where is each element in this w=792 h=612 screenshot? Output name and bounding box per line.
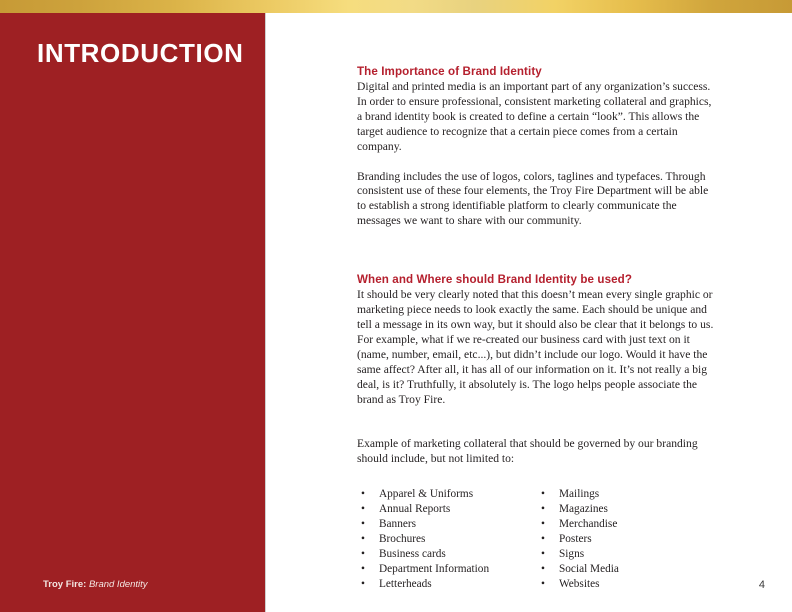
section-when-where — [357, 272, 717, 467]
section-heading: The Importance of Brand Identity — [357, 65, 542, 78]
list-item — [537, 547, 717, 562]
footer-book-title: Brand Identity — [88, 579, 148, 590]
bullet-icon: • — [541, 577, 545, 590]
panel-divider-line — [265, 13, 266, 612]
main-content-column — [357, 64, 717, 592]
page-number: 4 — [758, 579, 765, 591]
list-item — [357, 562, 537, 577]
bullet-icon: • — [361, 518, 365, 531]
list-left — [357, 487, 537, 591]
bullet-icon: • — [361, 562, 365, 575]
bullet-icon: • — [541, 562, 545, 575]
list-item — [537, 517, 717, 532]
bullet-icon: • — [361, 577, 365, 590]
list-item-label: Banners — [379, 518, 417, 531]
list-item-label: Posters — [559, 532, 592, 545]
bullet-icon: • — [541, 518, 545, 531]
list-item-label: Brochures — [379, 532, 426, 545]
section-importance — [357, 64, 717, 229]
list-item — [537, 562, 717, 577]
list-item — [357, 532, 537, 547]
bullet-icon: • — [361, 547, 365, 560]
bullet-icon: • — [541, 488, 545, 501]
list-item-label: Websites — [559, 577, 600, 590]
list-item — [357, 547, 537, 562]
top-gold-gradient-bar — [0, 0, 792, 13]
page-title: INTRODUCTION — [37, 38, 244, 68]
list-right — [537, 487, 717, 591]
bullet-icon: • — [541, 503, 545, 516]
list-item — [357, 502, 537, 517]
list-item — [357, 577, 537, 592]
list-item — [537, 577, 717, 592]
bullet-icon: • — [541, 532, 545, 545]
collateral-list — [357, 487, 717, 591]
list-item-label: Annual Reports — [379, 503, 451, 516]
footer-brand-name: Troy Fire: — [43, 579, 87, 590]
list-item-label: Magazines — [559, 503, 608, 516]
list-item — [357, 487, 537, 502]
collateral-list-column-right — [537, 487, 717, 591]
list-item-label: Department Information — [379, 562, 490, 575]
list-item-label: Letterheads — [379, 577, 432, 590]
list-item — [537, 502, 717, 517]
bullet-icon: • — [541, 547, 545, 560]
footer-brand-line — [43, 579, 148, 591]
section-paragraph: Branding includes the use of logos, colors, taglines and typefaces. Through consistent use of these four elements, the Troy Fire Department will be able to establish a strong identifiable platform to clearly communicate the messages we want to share with our community. — [357, 169, 709, 228]
list-item-label: Mailings — [559, 488, 600, 501]
list-item-label: Signs — [559, 547, 585, 560]
list-lead-in-paragraph: Example of marketing collateral that should be governed by our branding should include, but not limited to: — [357, 437, 698, 466]
bullet-icon: • — [361, 532, 365, 545]
section-paragraph: Digital and printed media is an important part of any organization’s success. In order to ensure professional, consistent marketing collateral and graphics, a brand identity book is created to define a certain “look”. This allows the target audience to recognize that a certain piece comes from a certain company. — [357, 80, 712, 153]
list-item-label: Business cards — [379, 547, 446, 560]
list-item-label: Social Media — [559, 562, 619, 575]
bullet-icon: • — [361, 488, 365, 501]
list-item — [537, 532, 717, 547]
left-red-panel — [0, 13, 265, 612]
section-heading: When and Where should Brand Identity be used? — [357, 273, 633, 287]
list-item — [357, 517, 537, 532]
collateral-list-column-left — [357, 487, 537, 591]
list-item-label: Merchandise — [559, 518, 618, 531]
list-item — [537, 487, 717, 502]
list-item-label: Apparel & Uniforms — [379, 488, 474, 501]
section-paragraph: It should be very clearly noted that this doesn’t mean every single graphic or marketing piece needs to look exactly the same. Each should be unique and tell a message in its own way, but it should also be clear that it belongs to us. For example, what if we re-created our business card with just text on it (name, number, email, etc...), but didn’t include our logo. Would it have the same affect? After all, it has all of our information on it. It’s not really a big deal, is it? Truthfully, it absolutely is. The logo helps people associate the brand as Troy Fire. — [357, 288, 714, 406]
bullet-icon: • — [361, 503, 365, 516]
